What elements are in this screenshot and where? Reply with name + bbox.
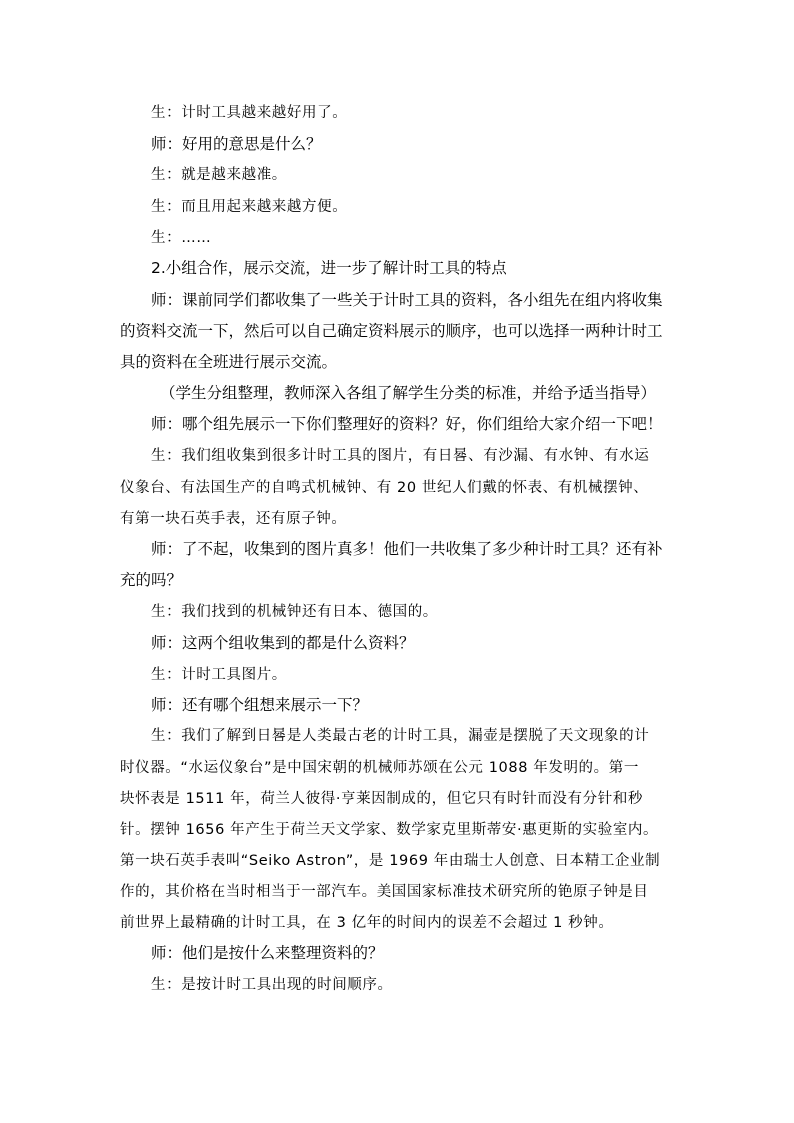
paragraph-line: 充的吗？: [120, 571, 183, 589]
paragraph-line: 的资料交流一下，然后可以自己确定资料展示的顺序，也可以选择一两种计时工: [120, 322, 663, 340]
paragraph-line: 时仪器。“水运仪象台”是中国宋朝的机械师苏颂在公元 1088 年发明的。第一: [120, 760, 639, 776]
dialogue-line: 师：这两个组收集到的都是什么资料？: [151, 634, 415, 652]
dialogue-line: 生：我们找到的机械钟还有日本、德国的。: [151, 604, 438, 620]
paragraph-line: 具的资料在全班进行展示交流。: [120, 353, 338, 371]
paragraph-line: 块怀表是 1511 年，荷兰人彼得·亨莱因制成的，但它只有时针而没有分针和秒: [120, 791, 644, 807]
paragraph-line: 针。摆钟 1656 年产生于荷兰天文学家、数学家克里斯蒂安·惠更斯的实验室内。: [120, 822, 659, 838]
dialogue-line: 师：他们是按什么来整理资料的？: [151, 944, 384, 962]
paragraph-line: 仪象台、有法国生产的自鸣式机械钟、有 20 世纪人们戴的怀表、有机械摆钟、: [120, 480, 649, 496]
dialogue-line: 生：而且用起来越来越方便。: [151, 199, 348, 215]
paragraph-line: 作的，其价格在当时相当于一部汽车。美国国家标准技术研究所的铯原子钟是目: [120, 884, 649, 900]
dialogue-line: 师：好用的意思是什么？: [151, 135, 322, 153]
paragraph-line: 有第一块石英手表，还有原子钟。: [120, 511, 347, 527]
paragraph-line: 前世界上最精确的计时工具，在 3 亿年的时间内的误差不会超过 1 秒钟。: [120, 915, 614, 931]
dialogue-line: 生：就是越来越准。: [151, 167, 287, 183]
dialogue-line: 师：了不起，收集到的图片真多！他们一共收集了多少种计时工具？还有补: [151, 540, 663, 558]
dialogue-line: 师：还有哪个组想来展示一下？: [151, 696, 369, 714]
dialogue-line: 生：我们了解到日晷是人类最古老的计时工具，漏壶是摆脱了天文现象的计: [151, 728, 650, 744]
dialogue-line: 生：……: [151, 230, 212, 246]
section-heading: 2.小组合作，展示交流，进一步了解计时工具的特点: [151, 259, 507, 277]
paragraph-line: 师：课前同学们都收集了一些关于计时工具的资料，各小组先在组内将收集: [151, 291, 663, 309]
dialogue-line: 生：计时工具越来越好用了。: [151, 105, 348, 121]
dialogue-line: 生：我们组收集到很多计时工具的图片，有日晷、有沙漏、有水钟、有水运: [151, 448, 650, 464]
dialogue-line: 生：计时工具图片。: [151, 667, 287, 683]
dialogue-line: 师：哪个组先展示一下你们整理好的资料？好，你们组给大家介绍一下吧！: [151, 415, 663, 433]
paragraph-line: 第一块石英手表叫“Seiko Astron”，是 1969 年由瑞士人创意、日本精工企业制: [120, 853, 661, 869]
dialogue-line: 生：是按计时工具出现的时间顺序。: [151, 977, 393, 993]
paragraph-line: （学生分组整理，教师深入各组了解学生分类的标准，并给予适当指导）: [160, 384, 657, 402]
